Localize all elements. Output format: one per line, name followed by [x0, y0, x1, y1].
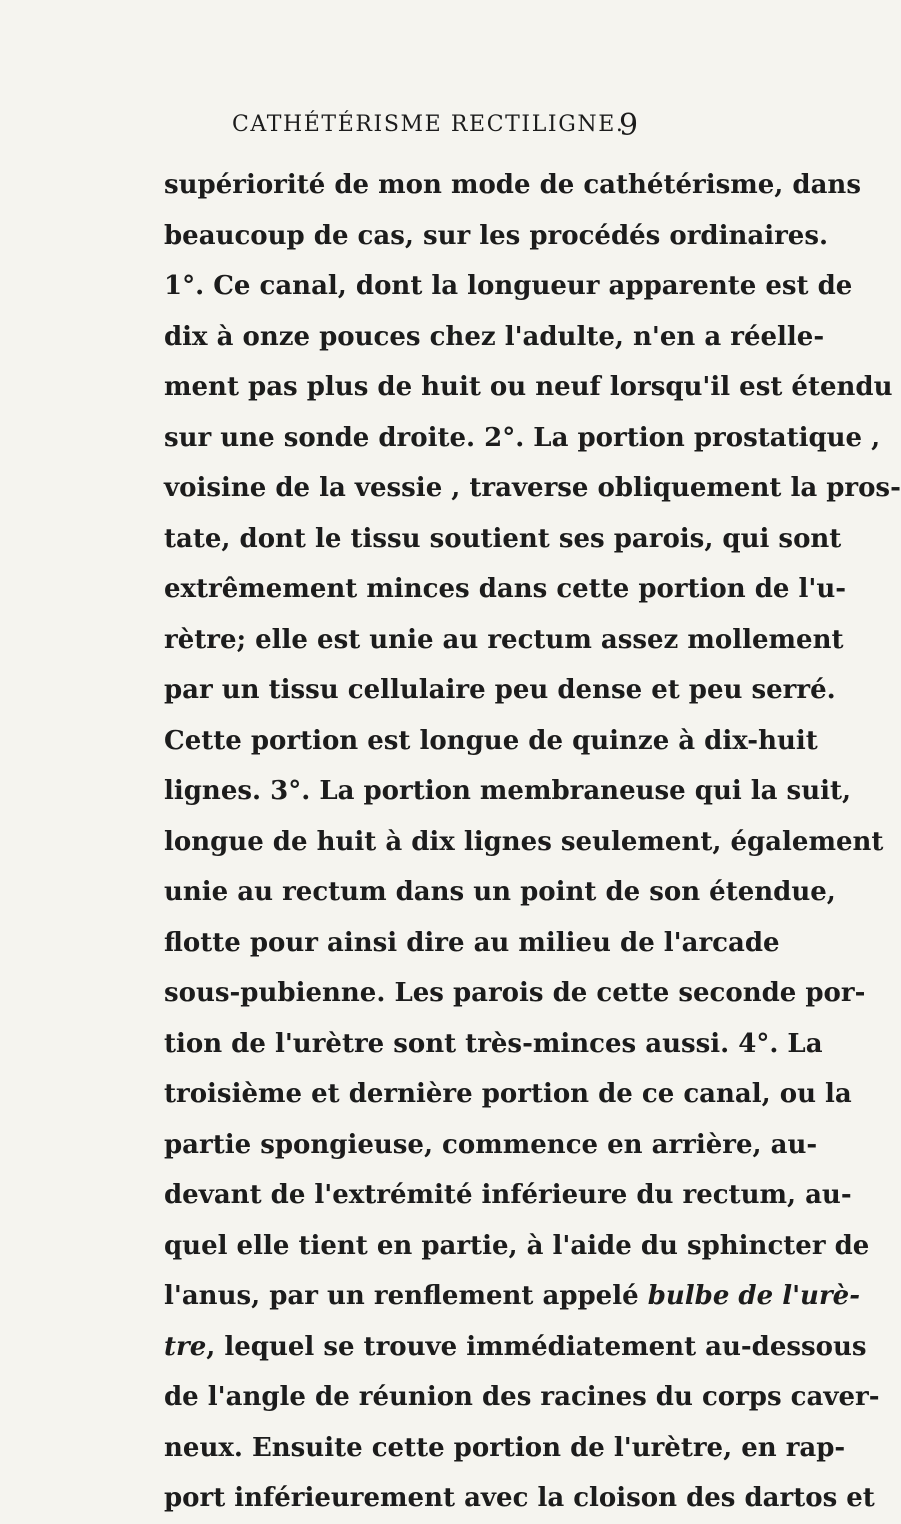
text-line: beaucoup de cas, sur les procédés ordinaires. [164, 220, 829, 251]
text-line: tate, dont le tissu soutient ses parois, qui sont [164, 523, 842, 554]
text-line: par un tissu cellulaire peu dense et peu serré. [164, 675, 836, 705]
running-head [0, 108, 800, 152]
page-number: 9 [619, 108, 639, 143]
text-line: sous-pubienne. Les parois de cette seconde por- [164, 978, 866, 1008]
text-line: dix à onze pouces chez l'adulte, n'en a réelle- [164, 321, 825, 352]
text-line: de l'angle de réunion des racines du corps caver- [164, 1382, 880, 1412]
text-line: devant de l'extrémité inférieure du rectum, au- [164, 1180, 852, 1210]
text-line: sur une sonde droite. 2°. La portion prostatique , [164, 422, 881, 453]
text-run: , lequel se trouve immédiatement au-dessous [206, 1331, 867, 1362]
text-line: 1°. Ce canal, dont la longueur apparente est de [164, 271, 853, 301]
text-line: Cette portion est longue de quinze à dix-huit [164, 725, 818, 756]
text-line: flotte pour ainsi dire au milieu de l'arcade [164, 927, 780, 958]
text-line: unie au rectum dans un point de son étendue, [164, 877, 836, 907]
text-line: neux. Ensuite cette portion de l'urètre, en rap- [164, 1432, 846, 1463]
text-line: supériorité de mon mode de cathétérisme, dans [164, 170, 861, 200]
text-line: longue de huit à dix lignes seulement, également [164, 826, 884, 857]
text-line: rètre; elle est unie au rectum assez mollement [164, 624, 844, 655]
text-line [164, 1271, 860, 1322]
text-line: ment pas plus de huit ou neuf lorsqu'il est étendu [164, 372, 893, 402]
text-line: voisine de la vessie , traverse obliquement la pros- [164, 473, 901, 503]
text-line: troisième et dernière portion de ce canal, ou la [164, 1079, 852, 1109]
text-line: lignes. 3°. La portion membraneuse qui la suit, [164, 776, 852, 806]
text-line: port inférieurement avec la cloison des dartos et [164, 1483, 875, 1513]
text-line: tion de l'urètre sont très-minces aussi. 4°. La [164, 1028, 823, 1059]
text-line [164, 1322, 867, 1373]
text-line: quel elle tient en partie, à l'aide du sphincter de [164, 1230, 870, 1261]
text-run: l'anus, par un renflement appelé [164, 1281, 639, 1311]
running-title: CATHÉTÉRISME RECTILIGNE. [232, 112, 625, 137]
text-line: partie spongieuse, commence en arrière, au- [164, 1129, 818, 1160]
italic-term: tre [164, 1331, 207, 1362]
text-line: extrêmement minces dans cette portion de l'u- [164, 574, 847, 604]
body-text [164, 160, 901, 1524]
italic-term: bulbe de l'urè- [647, 1281, 860, 1311]
